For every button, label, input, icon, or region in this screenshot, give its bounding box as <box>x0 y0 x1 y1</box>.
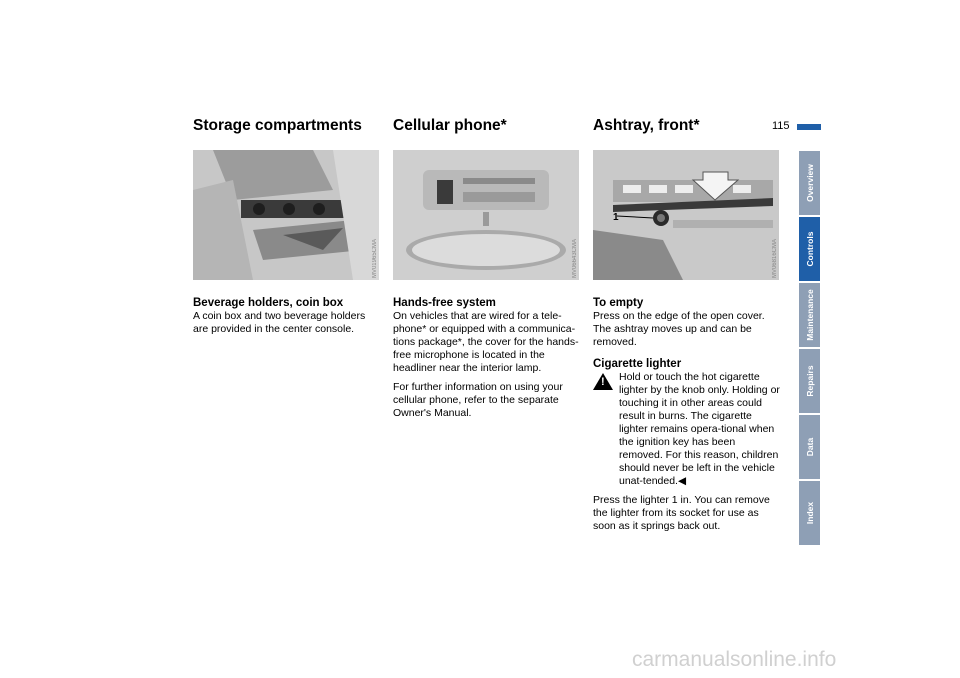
tab-data[interactable]: Data <box>799 415 820 479</box>
section-title: Cellular phone* <box>393 117 507 134</box>
section-title: Storage compartments <box>193 117 362 134</box>
section-ashtray-front <box>593 116 781 539</box>
tab-controls[interactable]: Controls <box>799 217 820 281</box>
image-code: MV06643CMA <box>572 238 578 278</box>
image-code: MV01965CMA <box>372 238 378 278</box>
subsection-heading: Cigarette lighter <box>593 358 682 370</box>
center-console-photo <box>193 150 379 280</box>
section-cellular-phone <box>393 116 581 426</box>
paragraph: Press the lighter 1 in. You can remove the lighter from its socket for use as soon as it springs back out. <box>593 494 770 532</box>
warning-triangle-icon <box>593 373 613 390</box>
paragraph: Press on the edge of the open cover. The ashtray moves up and can be removed. <box>593 310 765 348</box>
section-title: Ashtray, front* <box>593 117 700 134</box>
tab-repairs[interactable]: Repairs <box>799 349 820 413</box>
headliner-photo <box>393 150 579 280</box>
warning-block <box>593 371 781 488</box>
subsection-heading: Hands-free system <box>393 297 496 309</box>
console-illustration <box>193 150 379 280</box>
ashtray-illustration <box>593 150 779 280</box>
section-storage-compartments <box>193 116 381 342</box>
image-code: MV06816CMA <box>772 238 778 278</box>
page-marker <box>797 124 821 130</box>
tab-index[interactable]: Index <box>799 481 820 545</box>
warning-text: Hold or touch the hot cigarette lighter by the knob only. Holding or touching it in other areas could result in burns. The cigarette lighter remains opera-tional when the ignition key has been removed. For this reason, children should never be left in the vehicle unat-tended.◀ <box>619 371 780 487</box>
site-watermark: carmanualsonline.info <box>632 648 837 671</box>
subsection-heading: To empty <box>593 297 644 309</box>
tab-maintenance[interactable]: Maintenance <box>799 283 820 347</box>
paragraph: For further information on using your cellular phone, refer to the separate Owner's Manual. <box>393 381 563 419</box>
ashtray-photo <box>593 150 779 280</box>
chapter-tabs <box>799 151 820 547</box>
headliner-illustration <box>393 150 579 280</box>
paragraph: A coin box and two beverage holders are provided in the center console. <box>193 310 366 335</box>
paragraph: On vehicles that are wired for a tele-phone* or equipped with a communica-tions package*, the cover for the hands-free microphone is located in the headliner near the interior lamp. <box>393 310 579 374</box>
page-number: 115 <box>772 120 790 132</box>
subsection-heading: Beverage holders, coin box <box>193 297 344 309</box>
tab-overview[interactable]: Overview <box>799 151 820 215</box>
callout-label: 1 <box>613 212 619 223</box>
